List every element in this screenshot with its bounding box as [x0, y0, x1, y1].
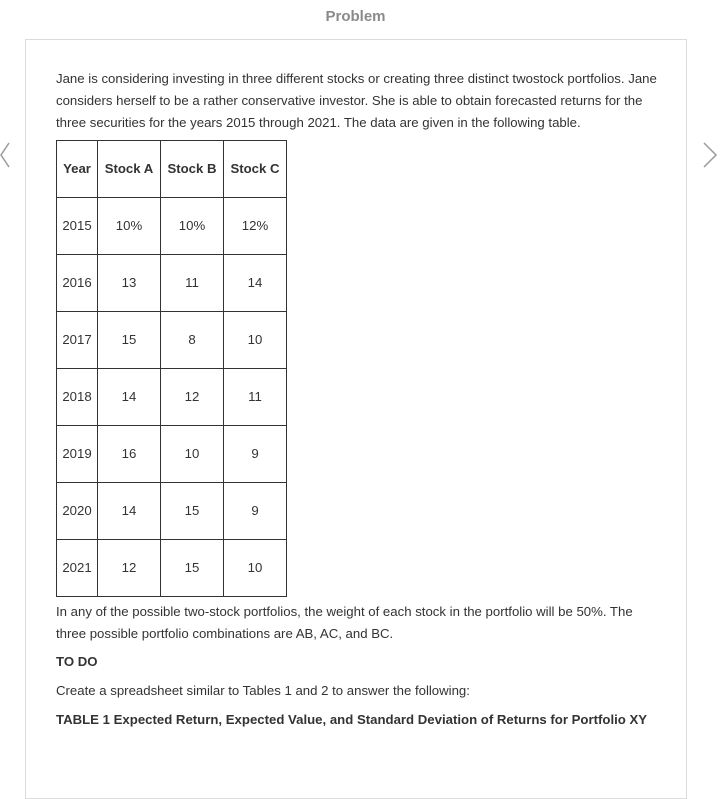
cell-stock-b: 12	[161, 369, 224, 426]
todo-heading: TO DO	[56, 654, 98, 669]
cell-year: 2017	[57, 312, 98, 369]
table-header-row	[57, 141, 287, 198]
header-year: Year	[57, 141, 98, 198]
cell-stock-c: 10	[224, 540, 287, 597]
cell-stock-c: 12%	[224, 198, 287, 255]
cell-stock-b: 11	[161, 255, 224, 312]
table-row	[57, 198, 287, 255]
instruction-text: Create a spreadsheet similar to Tables 1 and 2 to answer the following:	[56, 683, 470, 698]
cell-stock-c: 9	[224, 426, 287, 483]
next-button[interactable]	[702, 140, 722, 170]
header-stock-b: Stock B	[161, 141, 224, 198]
cell-stock-b: 10	[161, 426, 224, 483]
table-row	[57, 312, 287, 369]
cell-year: 2015	[57, 198, 98, 255]
cell-year: 2019	[57, 426, 98, 483]
cell-stock-b: 15	[161, 483, 224, 540]
cell-stock-a: 10%	[98, 198, 161, 255]
cell-stock-c: 9	[224, 483, 287, 540]
table-row	[57, 255, 287, 312]
cell-stock-c: 10	[224, 312, 287, 369]
table-row	[57, 483, 287, 540]
cell-stock-b: 15	[161, 540, 224, 597]
cell-stock-c: 11	[224, 369, 287, 426]
table-row	[57, 369, 287, 426]
cell-year: 2020	[57, 483, 98, 540]
header-stock-a: Stock A	[98, 141, 161, 198]
portfolio-note: In any of the possible two-stock portfolios, the weight of each stock in the portfolio will be 50%. The three possible portfolio combinations are AB, AC, and BC.	[56, 604, 633, 641]
header-stock-c: Stock C	[224, 141, 287, 198]
cell-stock-a: 13	[98, 255, 161, 312]
chevron-left-icon	[0, 140, 20, 170]
table1-heading: TABLE 1 Expected Return, Expected Value, and Standard Deviation of Returns for Portfolio XY	[56, 712, 648, 727]
problem-content	[56, 68, 661, 731]
cell-stock-a: 14	[98, 483, 161, 540]
cell-stock-a: 16	[98, 426, 161, 483]
cell-stock-c: 14	[224, 255, 287, 312]
problem-card	[25, 39, 687, 799]
cell-stock-b: 10%	[161, 198, 224, 255]
chevron-right-icon	[702, 140, 722, 170]
cell-stock-b: 8	[161, 312, 224, 369]
cell-stock-a: 14	[98, 369, 161, 426]
table-row	[57, 540, 287, 597]
page-title: Problem	[325, 8, 386, 25]
cell-year: 2016	[57, 255, 98, 312]
cell-stock-a: 15	[98, 312, 161, 369]
cell-year: 2018	[57, 369, 98, 426]
previous-button[interactable]	[0, 140, 20, 170]
returns-table	[56, 140, 287, 597]
problem-intro: Jane is considering investing in three different stocks or creating three distinct twostock portfolios. Jane considers herself to be a rather conservative investor. She is able to obtain forecasted returns for the three securities for the years 2015 through 2021. The data are given in the following table.	[56, 71, 657, 130]
table-row	[57, 426, 287, 483]
cell-stock-a: 12	[98, 540, 161, 597]
cell-year: 2021	[57, 540, 98, 597]
